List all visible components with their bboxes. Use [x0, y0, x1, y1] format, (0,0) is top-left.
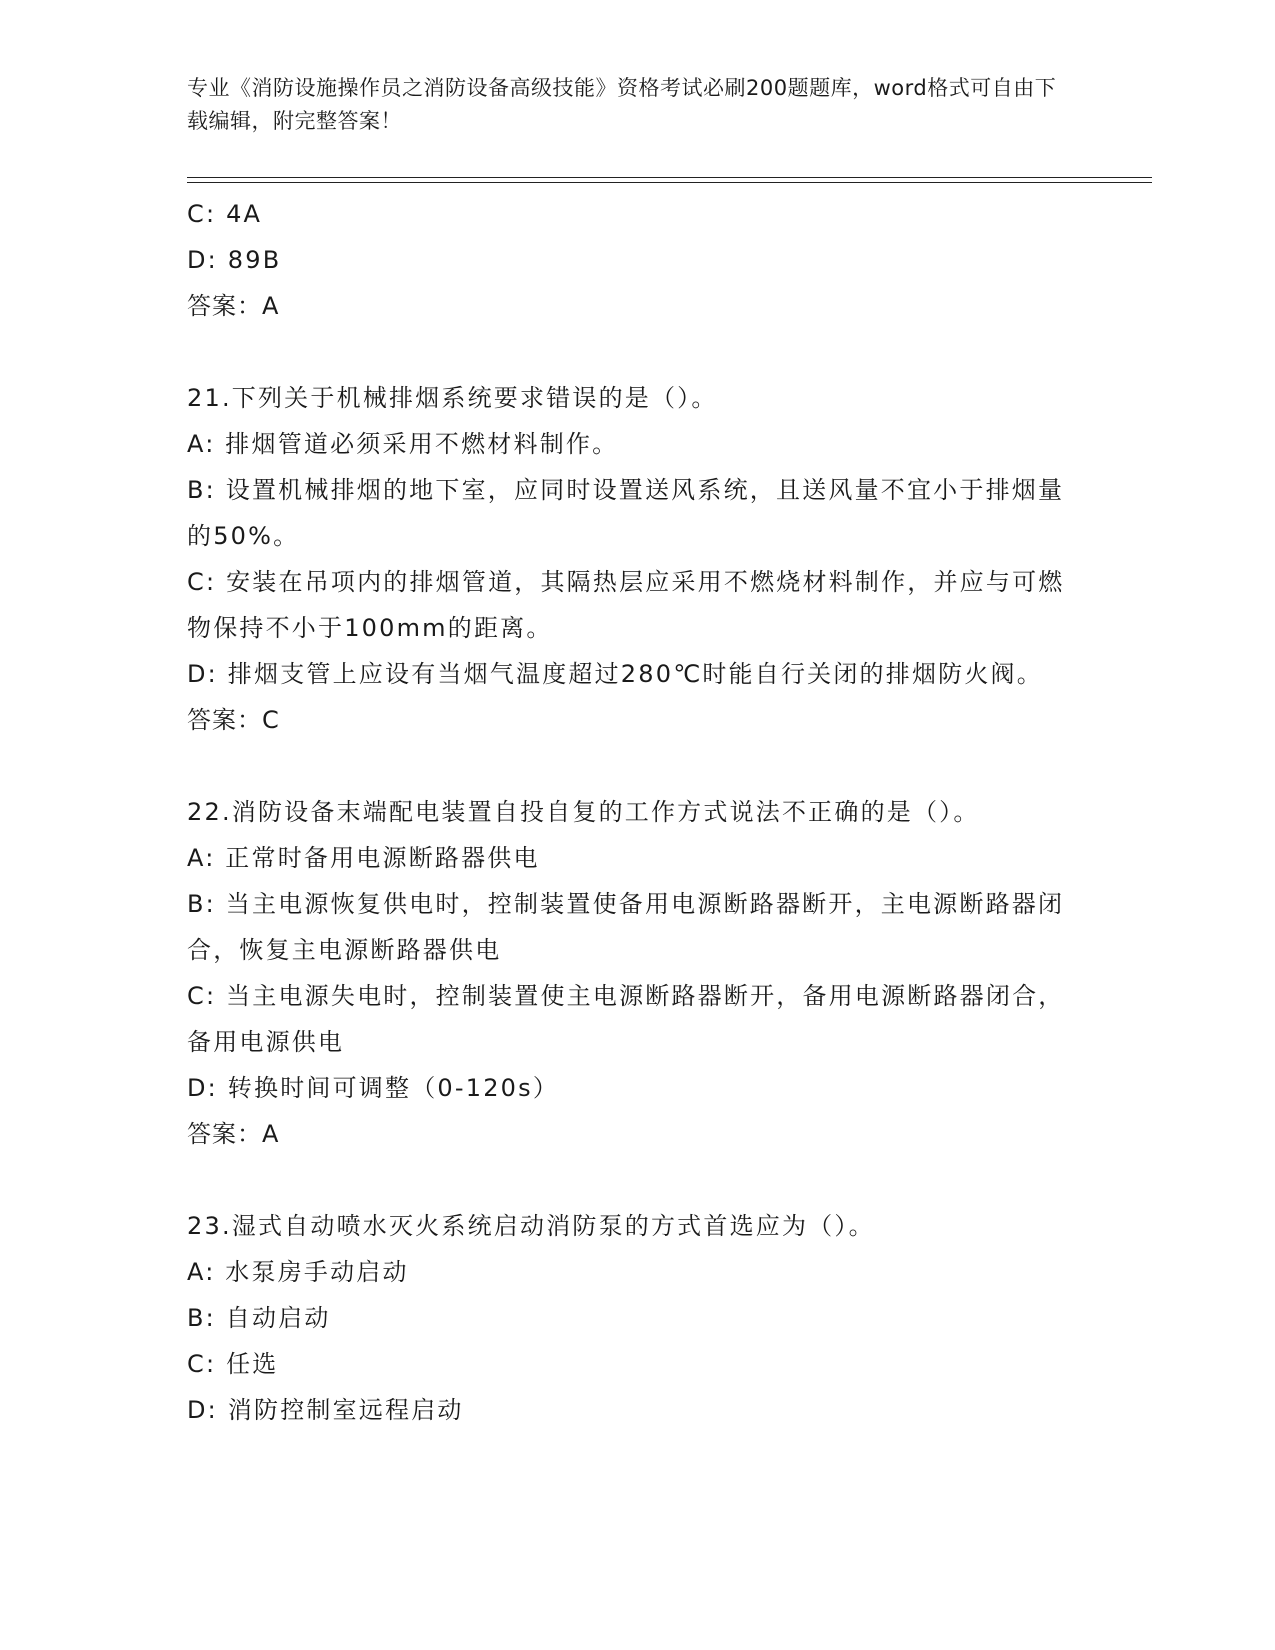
answer: 答案：C: [187, 706, 280, 734]
document-header: [187, 72, 1067, 138]
option-a: A: 排烟管道必须采用不燃材料制作。: [187, 430, 619, 458]
question-stem: 22.消防设备末端配电装置自投自复的工作方式说法不正确的是（）。: [187, 798, 980, 826]
header-divider-top: [187, 177, 1152, 178]
question-stem: 21.下列关于机械排烟系统要求错误的是（）。: [187, 384, 718, 412]
option-d: D: 89B: [187, 246, 282, 274]
option-d: D: 排烟支管上应设有当烟气温度超过280℃时能自行关闭的排烟防火阀。: [187, 660, 1043, 688]
option-b: B: 当主电源恢复供电时，控制装置使备用电源断路器断开，主电源断路器闭合，恢复主电源断路器供电: [187, 890, 1065, 964]
option-d: D: 转换时间可调整（0-120s）: [187, 1074, 560, 1102]
option-a: A: 水泵房手动启动: [187, 1258, 409, 1286]
question-block-21: [187, 375, 1087, 743]
question-stem: 23.湿式自动喷水灭火系统启动消防泵的方式首选应为（）。: [187, 1212, 875, 1240]
spacer: [187, 329, 1087, 375]
question-block-22: [187, 789, 1087, 1157]
header-divider-bottom: [187, 182, 1152, 183]
option-c: C: 当主电源失电时，控制装置使主电源断路器断开，备用电源断路器闭合，备用电源供电: [187, 982, 1065, 1056]
option-c: C: 安装在吊项内的排烟管道，其隔热层应采用不燃烧材料制作，并应与可燃物保持不小于100mm的距离。: [187, 568, 1065, 642]
option-c: C: 4A: [187, 200, 263, 228]
option-b: B: 自动启动: [187, 1304, 331, 1332]
option-d: D: 消防控制室远程启动: [187, 1396, 464, 1424]
question-list: [187, 191, 1087, 1433]
question-block-23: [187, 1203, 1087, 1433]
option-c: C: 任选: [187, 1350, 279, 1378]
document-header-title: 专业《消防设施操作员之消防设备高级技能》资格考试必刷200题题库，word格式可自由下载编辑，附完整答案！: [187, 76, 1057, 133]
spacer: [187, 1157, 1087, 1203]
option-b: B: 设置机械排烟的地下室，应同时设置送风系统，且送风量不宜小于排烟量的50%。: [187, 476, 1065, 550]
answer: 答案：A: [187, 292, 280, 320]
option-a: A: 正常时备用电源断路器供电: [187, 844, 540, 872]
question-block-partial: [187, 191, 1087, 329]
answer: 答案：A: [187, 1120, 280, 1148]
spacer: [187, 743, 1087, 789]
